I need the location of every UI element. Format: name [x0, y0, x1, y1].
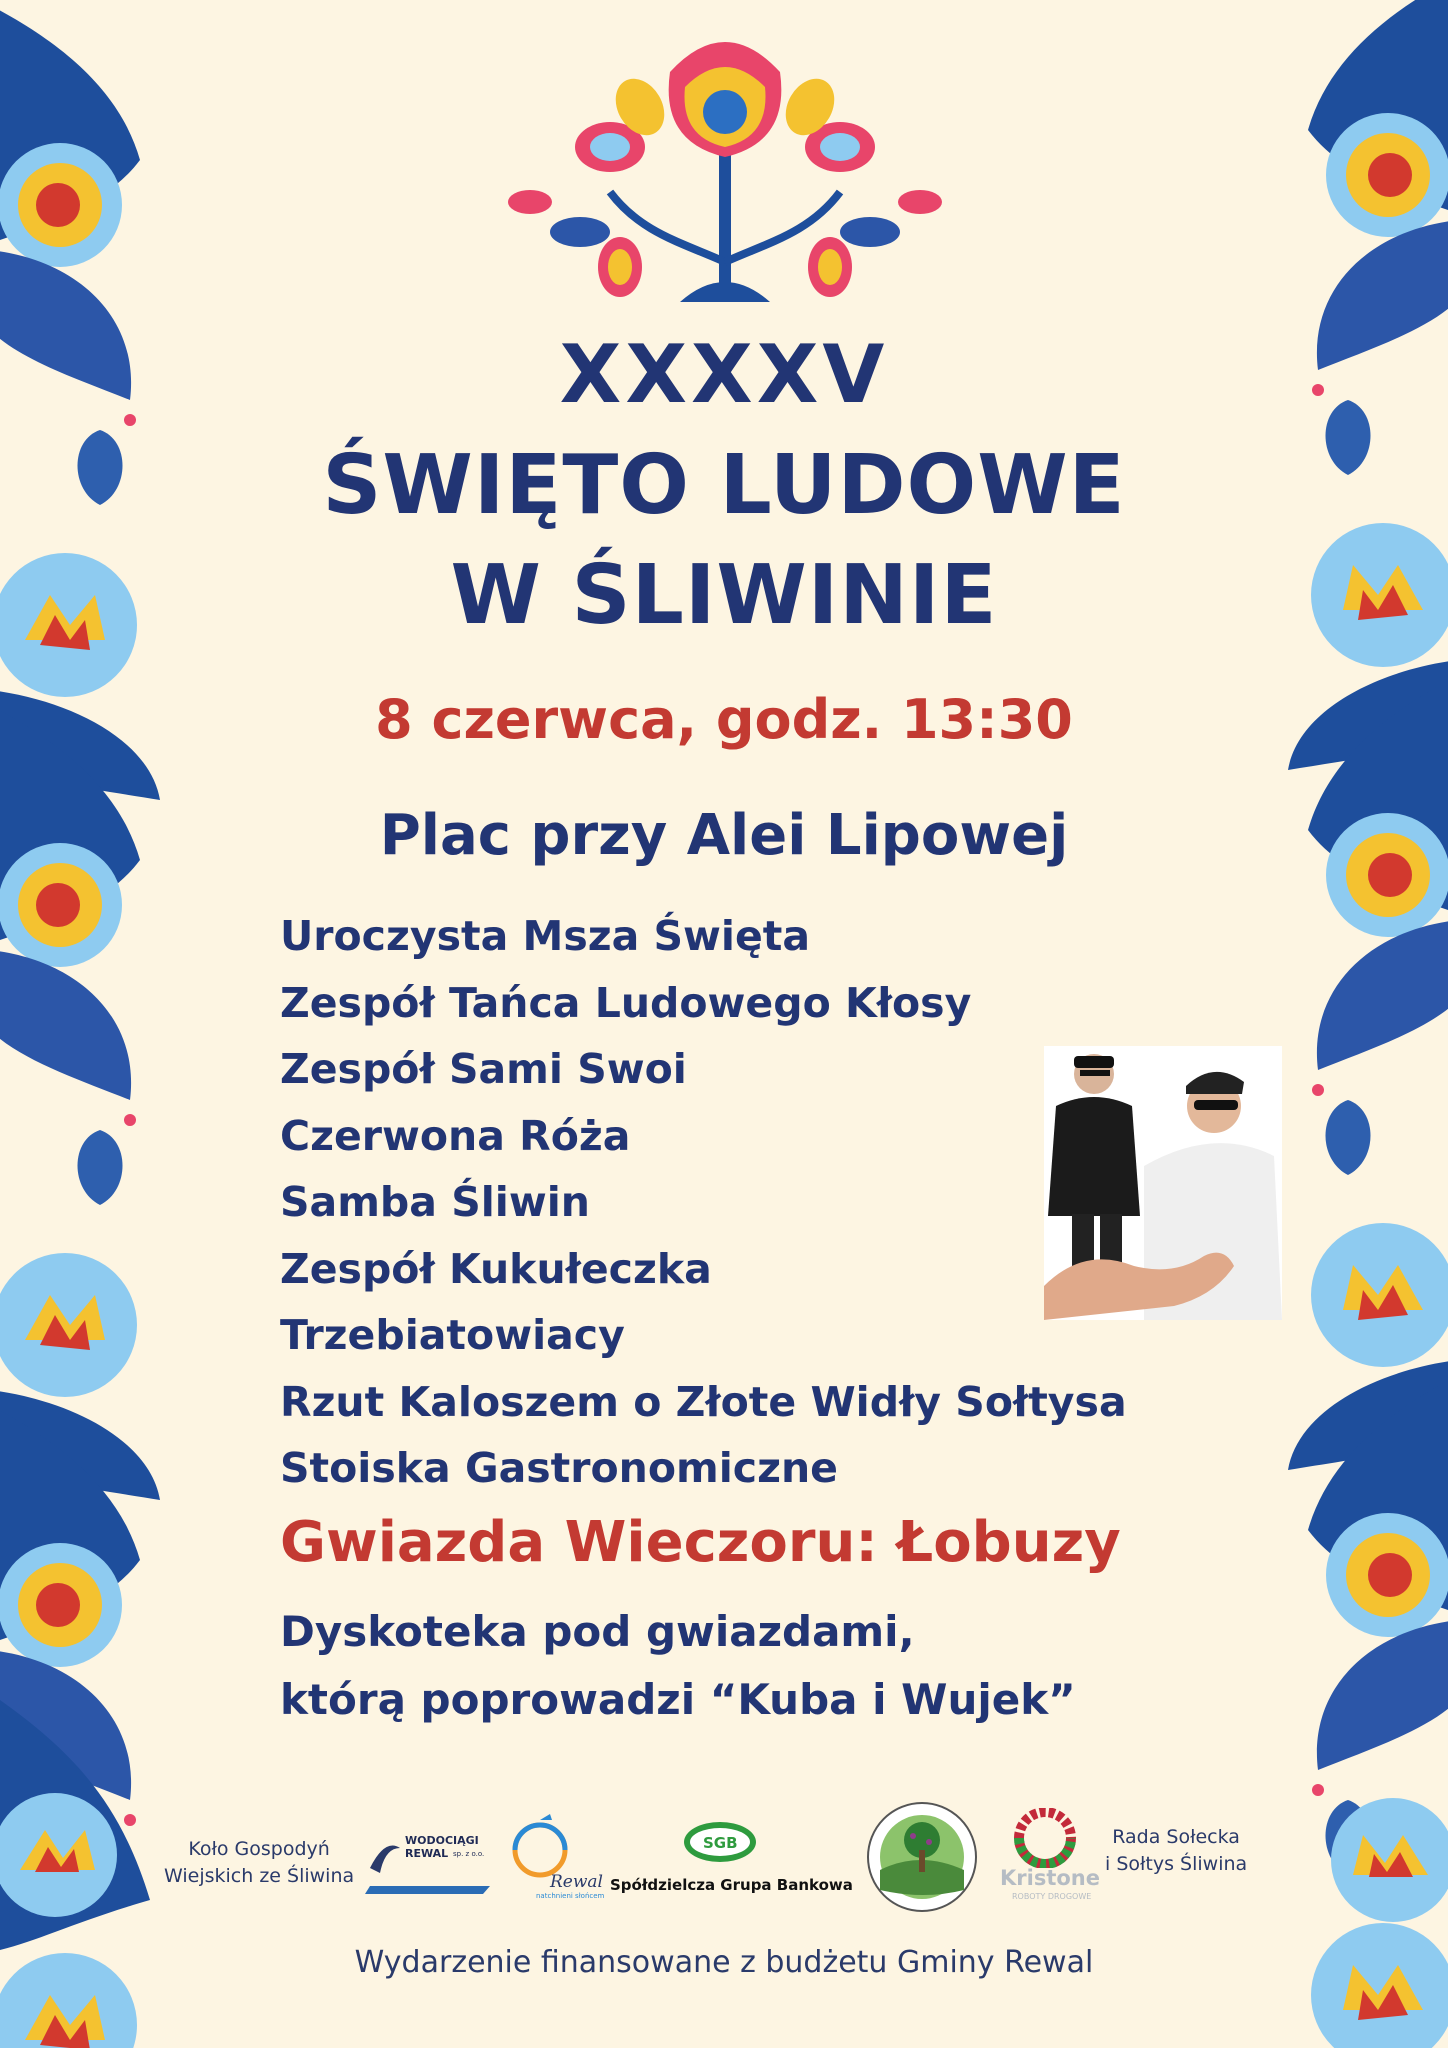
kgw-logo-text: Koło Gospodyń Wiejskich ze Śliwina	[164, 1838, 355, 1887]
event-title: ŚWIĘTO LUDOWE	[322, 438, 1126, 533]
event-place: Plac przy Alei Lipowej	[379, 803, 1069, 868]
event-location-title: W ŚLIWINIE	[450, 548, 998, 643]
program-item: Stoiska Gastronomiczne	[280, 1444, 838, 1492]
rewal-logo	[490, 1810, 610, 1900]
headliner: Gwiazda Wieczoru: Łobuzy	[280, 1510, 1121, 1575]
sgb-badge: SGB	[703, 1834, 738, 1852]
program-item: Uroczysta Msza Święta	[280, 912, 811, 960]
disco-line-1: Dyskoteka pod gwiazdami,	[280, 1607, 915, 1656]
wodociagi-logo	[365, 1828, 495, 1898]
program-item: Trzebiatowiacy	[280, 1311, 625, 1359]
artist-photo	[1044, 1046, 1282, 1320]
program-item: Czerwona Róża	[280, 1111, 631, 1160]
kristone-name: Kristone	[1000, 1866, 1100, 1890]
rewal-circle-icon	[490, 1810, 610, 1880]
floral-border-left	[0, 0, 175, 2048]
rewal-tagline: natchnieni słońcem	[536, 1892, 605, 1900]
sgb-name: Spółdzielcza Grupa Bankowa	[610, 1876, 853, 1894]
rada-solecka-text: Rada Sołecka i Sołtys Śliwina	[1105, 1826, 1248, 1875]
kristone-icon	[990, 1808, 1100, 1868]
program-item: Samba Śliwin	[280, 1178, 590, 1226]
program-item: Zespół Kukułeczka	[280, 1244, 712, 1293]
program-item: Zespół Sami Swoi	[280, 1045, 687, 1093]
folk-flower-ornament	[500, 32, 950, 307]
village-association-seal	[865, 1800, 980, 1915]
disco-info	[280, 1600, 1076, 1736]
funding-note: Wydarzenie finansowane z budżetu Gminy Rewal	[354, 1945, 1094, 1980]
kristone-logo	[990, 1808, 1100, 1908]
edition-title: XXXXV	[559, 328, 889, 421]
event-date: 8 czerwca, godz. 13:30	[375, 688, 1073, 751]
disco-line-2: którą poprowadzi “Kuba i Wujek”	[280, 1675, 1076, 1724]
sponsors-bar	[150, 1800, 1300, 1910]
program-item: Zespół Tańca Ludowego Kłosy	[280, 978, 972, 1027]
wodociagi-suffix: sp. z o.o.	[453, 1850, 485, 1858]
sgb-logo	[610, 1820, 853, 1900]
floral-border-right	[1273, 0, 1448, 2048]
rewal-name: Rewal	[550, 1872, 603, 1892]
program-item: Rzut Kaloszem o Złote Widły Sołtysa	[280, 1377, 1127, 1426]
wodociagi-name: WODOCIĄGI REWAL	[405, 1834, 479, 1860]
kristone-tagline: ROBOTY DROGOWE	[1012, 1892, 1092, 1901]
